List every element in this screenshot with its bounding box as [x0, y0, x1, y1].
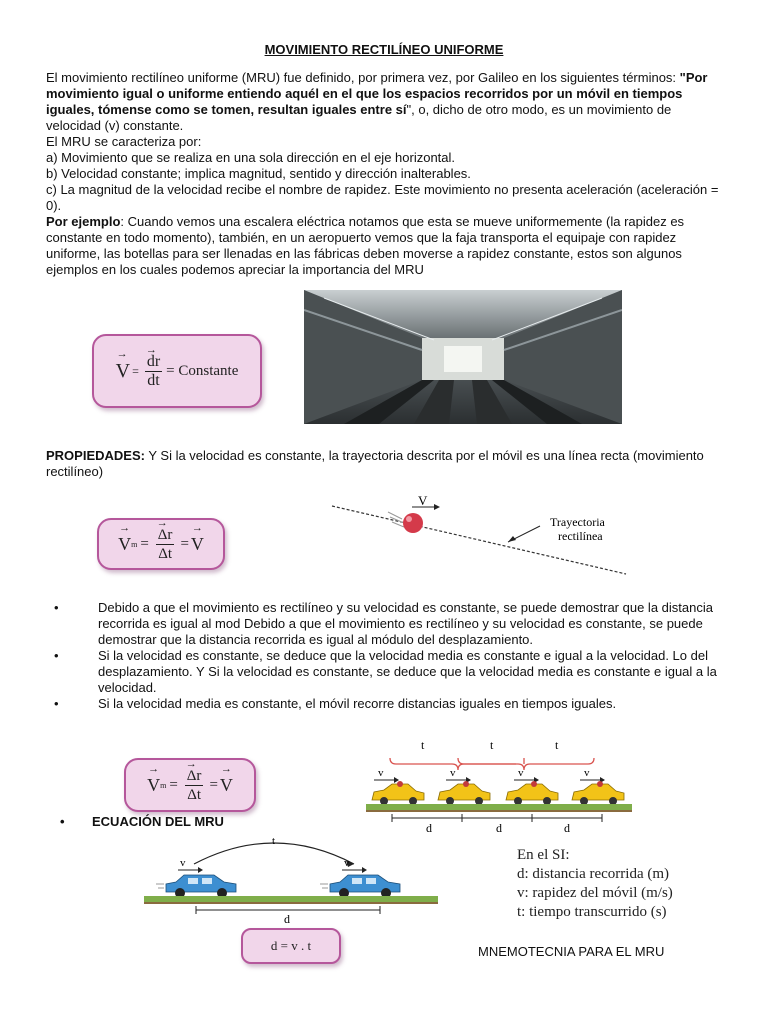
mean-velocity-formula-box: → V m = → $\frac{\Delta r}{\Delta t}$ = → V [97, 518, 225, 570]
time-label: t [490, 738, 494, 752]
fraction-denominator: Δt [187, 786, 202, 803]
road-soil [366, 810, 632, 812]
mean-subscript: m [131, 539, 138, 549]
equals-sign: = [132, 363, 139, 378]
car-1 [372, 767, 424, 805]
list-item [48, 600, 724, 648]
si-units-block [517, 846, 673, 922]
bullet-glyph: • [54, 600, 59, 615]
velocity-arrowhead [434, 504, 440, 510]
svg-text:v: v [584, 767, 590, 779]
svg-text:v: v [378, 767, 384, 779]
properties-bullet-list [48, 600, 724, 712]
time-bracket [390, 758, 594, 770]
ball-highlight [406, 516, 412, 522]
mru-characteristics-heading: El MRU se caracteriza por: [46, 134, 202, 149]
properties-paragraph [46, 448, 722, 480]
svg-text:v: v [518, 767, 524, 779]
mean-velocity-symbol: → V [147, 775, 160, 796]
properties-label: PROPIEDADES: [46, 448, 145, 463]
road-soil [144, 902, 438, 904]
svg-text:v: v [180, 857, 186, 869]
list-item [48, 696, 724, 712]
trajectory-label-line1: Trayectoria [550, 515, 605, 529]
delta-fraction [185, 767, 204, 804]
characteristic-c: c) La magnitud de la velocidad recibe el nombre de rapidez. Este movimiento no presenta aceleración (aceleración = 0). [46, 182, 719, 213]
mean-subscript: m [160, 780, 167, 790]
trajectory-diagram [330, 494, 630, 578]
road-grass [366, 804, 632, 810]
mean-velocity-symbol: → V [118, 534, 131, 555]
fraction-numerator: → Δr [156, 526, 175, 545]
velocity-vector-symbol: → V [220, 775, 233, 796]
si-heading: En el SI: [517, 847, 570, 863]
properties-text: Y Si la velocidad es constante, la trayectoria descrita por el móvil es una línea recta (movimiento rectilíneo) [46, 448, 704, 479]
escalator-photo [304, 290, 622, 424]
intro-paragraph [46, 70, 722, 278]
velocity-label: V [418, 494, 428, 508]
road-grass [144, 896, 438, 902]
ecuacion-heading [60, 814, 224, 829]
constant-text: = Constante [166, 362, 239, 379]
fraction-numerator: → dr [145, 353, 162, 372]
characteristic-b: b) Velocidad constante; implica magnitud, sentido y dirección inalterables. [46, 166, 471, 181]
fraction-numerator: → Δr [185, 767, 204, 786]
velocity-formula-box [92, 334, 262, 408]
fraction-denominator: dt [147, 371, 160, 389]
fraction-denominator: Δt [158, 545, 173, 562]
delta-fraction [156, 526, 175, 563]
mnemotecnia-label: MNEMOTECNIA PARA EL MRU [478, 944, 665, 959]
time-label: t [272, 835, 276, 847]
example-text: : Cuando vemos una escalera eléctrica notamos que esta se mueve uniformemente (la rapidez es constante en todo momento), también, en un aeropuerto vemos que la faja transporta el equipaje con rapidez uniforme, las botellas para ser llenadas en las fábricas deben moverse a rapidez constante, estos son algunos ejemplos en los cuales podemos apreciar la importancia del MRU [46, 214, 685, 277]
distance-label: d [284, 912, 290, 926]
bullet-glyph: • [54, 696, 59, 711]
svg-text:v: v [344, 857, 350, 869]
bullet-glyph: • [60, 814, 65, 829]
blue-cars-diagram [144, 834, 438, 926]
yellow-cars-diagram [366, 736, 632, 836]
derivative-fraction [145, 353, 162, 390]
mru-equation: d = v . t [270, 938, 312, 953]
svg-text:v: v [450, 767, 456, 779]
distance-label: d [426, 821, 432, 835]
distance-label: d [564, 821, 570, 835]
car-4 [572, 767, 624, 805]
time-label: t [555, 738, 559, 752]
bullet-glyph: • [54, 648, 59, 663]
intro-text-start: El movimiento rectilíneo uniforme (MRU) fue definido, por primera vez, por Galileo en los siguientes términos: [46, 70, 680, 85]
velocity-vector-symbol: → V [191, 534, 204, 555]
trajectory-label-line2: rectilínea [558, 529, 603, 543]
velocity-vector-symbol: → V [116, 360, 130, 383]
equals-sign: = [169, 776, 178, 793]
car-2 [438, 767, 490, 805]
bullet-text: Debido a que el movimiento es rectilíneo y su velocidad es constante, se puede demostrar que la distancia recorrida es igual al mod Debido a que el movimiento es rectilíneo y su velocidad es constante, se puede demostrar que la distancia recorrida es igual al módulo del desplazamiento. [98, 600, 713, 647]
si-distance: d: distancia recorrida (m) [517, 866, 670, 882]
characteristic-a: a) Movimiento que se realiza en una sola dirección en el eje horizontal. [46, 150, 456, 165]
page-title: MOVIMIENTO RECTILÍNEO UNIFORME [264, 42, 504, 57]
blue-car-2 [320, 857, 400, 898]
mru-equation-box [241, 928, 341, 964]
time-label: t [421, 738, 425, 752]
si-time: t: tiempo transcurrido (s) [517, 904, 667, 920]
escalator-illustration [304, 290, 622, 424]
bullet-text: Si la velocidad es constante, se deduce que la velocidad media es constante e igual a la velocidad. Lo del desplazamiento. Y Si la velocidad es constante, se deduce que la velocidad media es constante e igual a la velocidad. [98, 648, 717, 695]
si-speed: v: rapidez del móvil (m/s) [517, 885, 673, 901]
car-3 [506, 767, 558, 805]
mobile-ball [403, 513, 423, 533]
mean-velocity-formula-box-2: → V m = → $\frac{\Delta r}{\Delta t}$ = → V [124, 758, 256, 812]
ecuacion-label: ECUACIÓN DEL MRU [92, 814, 224, 829]
distance-label: d [496, 821, 502, 835]
example-label: Por ejemplo [46, 214, 121, 229]
galileo-quote: "Por movimiento igual o uniforme entiendo aquél en el que los espacios recorridos por un móvil en tiempos iguales, tómense como se tomen, resultan iguales entre sí [46, 70, 708, 117]
list-item [48, 648, 724, 696]
equals-sign: = [140, 535, 149, 552]
motion-streak [388, 512, 402, 519]
bullet-text: Si la velocidad media es constante, el móvil recorre distancias iguales en tiempos iguales. [98, 696, 617, 711]
intro-text-end: ", o, dicho de otro modo, es un movimiento de velocidad (v) constante. [46, 102, 672, 133]
